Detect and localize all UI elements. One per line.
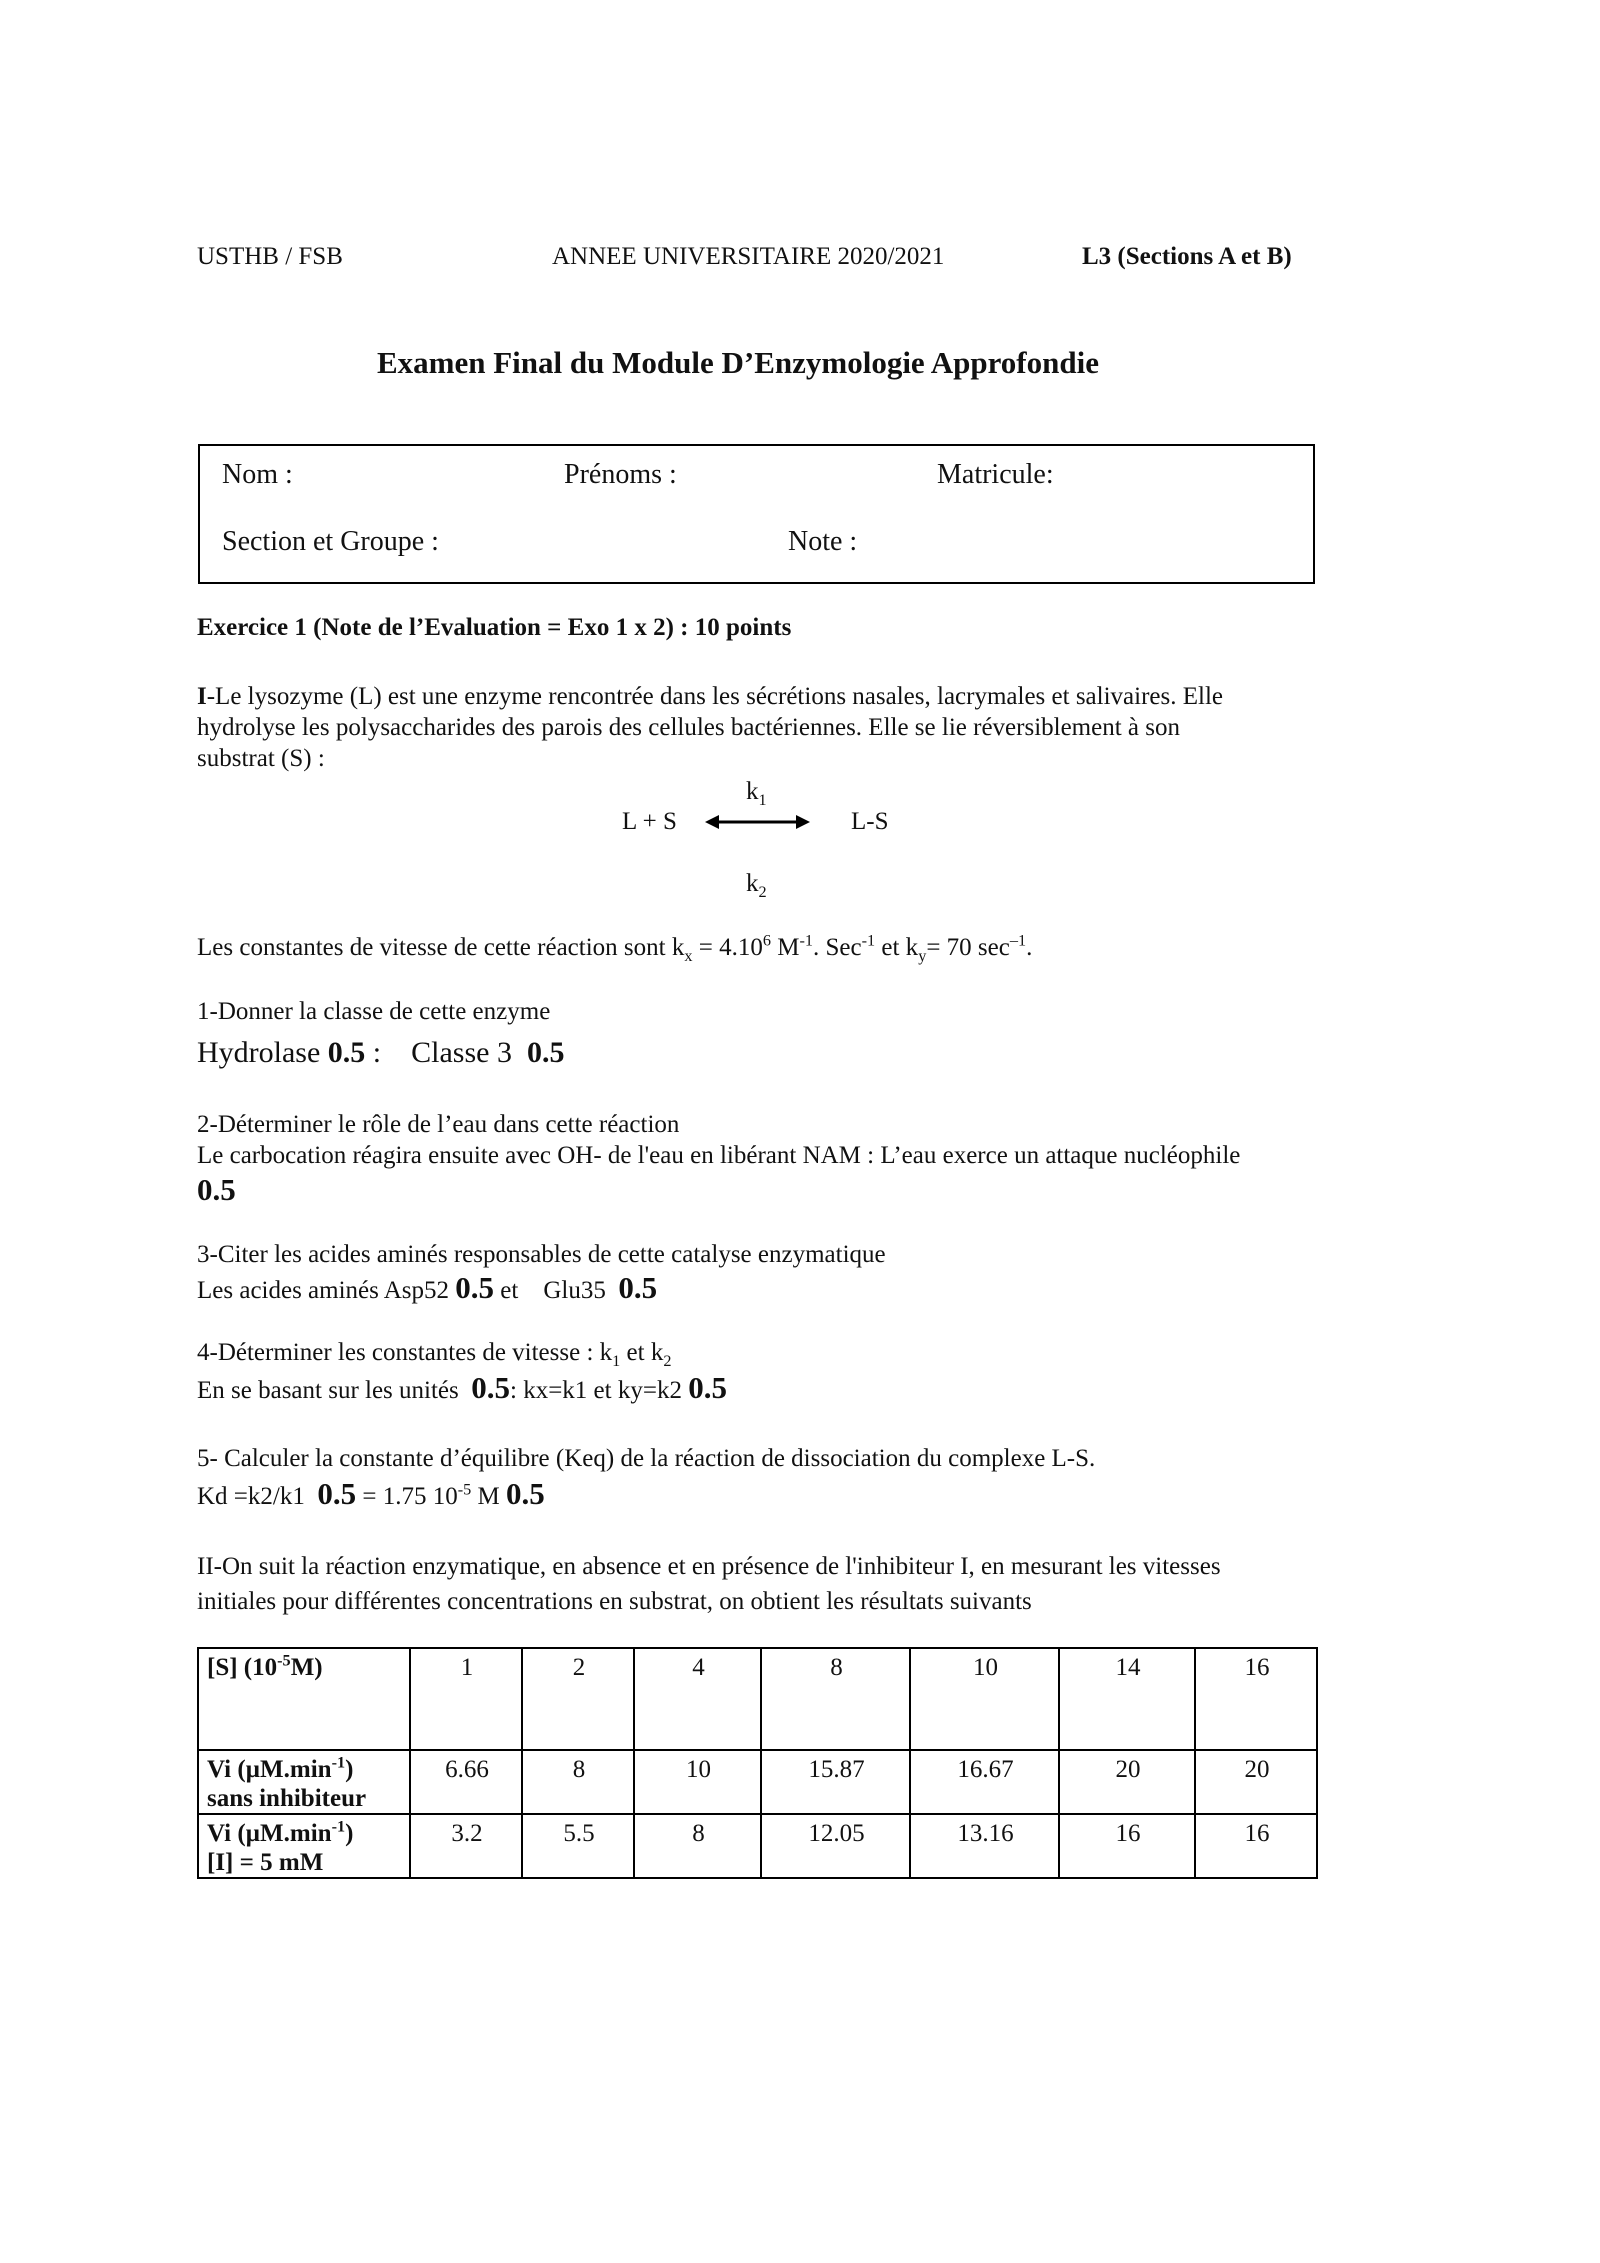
table-cell: 2 [522, 1648, 634, 1750]
table-cell: 15.87 [761, 1750, 910, 1814]
table-cell: 20 [1195, 1750, 1317, 1814]
table-cell: 16 [1059, 1814, 1195, 1878]
reaction-product: L-S [851, 808, 889, 835]
points-badge: 0.5 [688, 1370, 727, 1405]
nom-field-label: Nom : [222, 459, 293, 490]
exercise-title: Exercice 1 (Note de l’Evaluation = Exo 1 x 2) : 10 points [197, 614, 792, 641]
student-id-box [198, 444, 1315, 584]
points-badge: 0.5 [526, 1036, 565, 1069]
table-cell: 16 [1195, 1648, 1317, 1750]
table-row-label: [S] $(10^{-5}M)$ [198, 1648, 410, 1750]
rate-constant-k1: $k_1$ [746, 778, 767, 809]
table-cell: 10 [910, 1648, 1059, 1750]
table-cell: 8 [761, 1648, 910, 1750]
part2-paragraph [197, 1549, 1221, 1619]
rate-constants-statement: Les constantes de vitesse de cette réaction sont $k_x = 4.10^6$ $M^{-1}$. Sec$^{-1}$ et $k_y= 70$ $\sec^{-1}$. [197, 931, 1033, 965]
table-cell: 4 [634, 1648, 761, 1750]
table-cell: 5.5 [522, 1814, 634, 1878]
prenoms-field-label: Prénoms : [564, 459, 677, 490]
question-1: 1-Donner la classe de cette enzyme [197, 998, 551, 1025]
page-title: Examen Final du Module D’Enzymologie Approfondie [377, 345, 1099, 380]
matricule-field-label: Matricule: [937, 459, 1054, 490]
points-badge: 0.5 [327, 1036, 366, 1069]
table-row [198, 1750, 1317, 1814]
intro-paragraph [197, 681, 1317, 774]
points-badge: 0.5 [618, 1270, 658, 1305]
answer-2: Le carbocation réagira ensuite avec OH- de l'eau en libérant NAM : L’eau exerce un attaque nucléophile [197, 1142, 1241, 1169]
intro-section-marker: I [197, 683, 207, 710]
table-cell: 8 [634, 1814, 761, 1878]
table-cell: 16.67 [910, 1750, 1059, 1814]
table-cell: 3.2 [410, 1814, 522, 1878]
points-badge: 0.5 [506, 1476, 545, 1511]
rate-constant-k2: $k_2$ [746, 870, 767, 901]
header-center: ANNEE UNIVERSITAIRE 2020/2021 [552, 243, 945, 270]
part2-line-2: initiales pour différentes concentrations en substrat, on obtient les résultats suivants [197, 1588, 1032, 1615]
table-cell: 1 [410, 1648, 522, 1750]
header-right: L3 (Sections A et B) [1082, 243, 1292, 270]
table-cell: 10 [634, 1750, 761, 1814]
question-2: 2-Déterminer le rôle de l’eau dans cette réaction [197, 1111, 680, 1138]
question-4: 4-Déterminer les constantes de vitesse : $k_1$ et $k_2$ [197, 1339, 672, 1370]
header-left: USTHB / FSB [197, 243, 343, 270]
reversible-arrow-icon [705, 810, 810, 834]
points-badge: 0.5 [471, 1370, 511, 1405]
table-row-label: Vi $(\mu M.\min^{-1})$ sans inhibiteur [198, 1750, 410, 1814]
question-3: 3-Citer les acides aminés responsables de cette catalyse enzymatique [197, 1241, 886, 1268]
answer-1: Hydrolase 0.5 : Classe 3 0.5 [197, 1036, 565, 1069]
intro-line-2: hydrolyse les polysaccharides des parois des cellules bactériennes. Elle se lie réversiblement à son [197, 714, 1180, 741]
table-cell: 13.16 [910, 1814, 1059, 1878]
table-cell: 14 [1059, 1648, 1195, 1750]
table-cell: 20 [1059, 1750, 1195, 1814]
table-row [198, 1814, 1317, 1878]
question-5: 5- Calculer la constante d’équilibre (Keq) de la réaction de dissociation du complexe L-S. [197, 1445, 1096, 1472]
answer-4: En se basant sur les unités 0.5: kx=k1 et ky=k2 0.5 [197, 1370, 727, 1405]
points-badge: 0.5 [197, 1172, 236, 1207]
table-row [198, 1648, 1317, 1750]
table-cell: 16 [1195, 1814, 1317, 1878]
table-cell: 6.66 [410, 1750, 522, 1814]
intro-line-1: -Le lysozyme (L) est une enzyme rencontrée dans les sécrétions nasales, lacrymales et salivaires. Elle [206, 683, 1223, 710]
answer-5: Kd =k2/k1 0.5 = 1.75 $10^{-5}$ M 0.5 [197, 1476, 545, 1511]
reaction-reactants: L + S [622, 808, 677, 835]
kinetics-data-table [197, 1647, 1318, 1879]
section-field-label: Section et Groupe : [222, 526, 439, 557]
points-badge: 0.5 [317, 1476, 357, 1511]
points-badge: 0.5 [455, 1270, 495, 1305]
answer-3: Les acides aminés Asp52 0.5 et Glu35 0.5 [197, 1270, 658, 1305]
note-field-label: Note : [788, 526, 858, 557]
intro-line-3: substrat (S) : [197, 745, 325, 772]
part2-line-1: II-On suit la réaction enzymatique, en absence et en présence de l'inhibiteur I, en mesurant les vitesses [197, 1553, 1221, 1580]
table-row-label: Vi $(\mu M.\min^{-1})$ [I] = 5 mM [198, 1814, 410, 1878]
table-cell: 12.05 [761, 1814, 910, 1878]
table-cell: 8 [522, 1750, 634, 1814]
